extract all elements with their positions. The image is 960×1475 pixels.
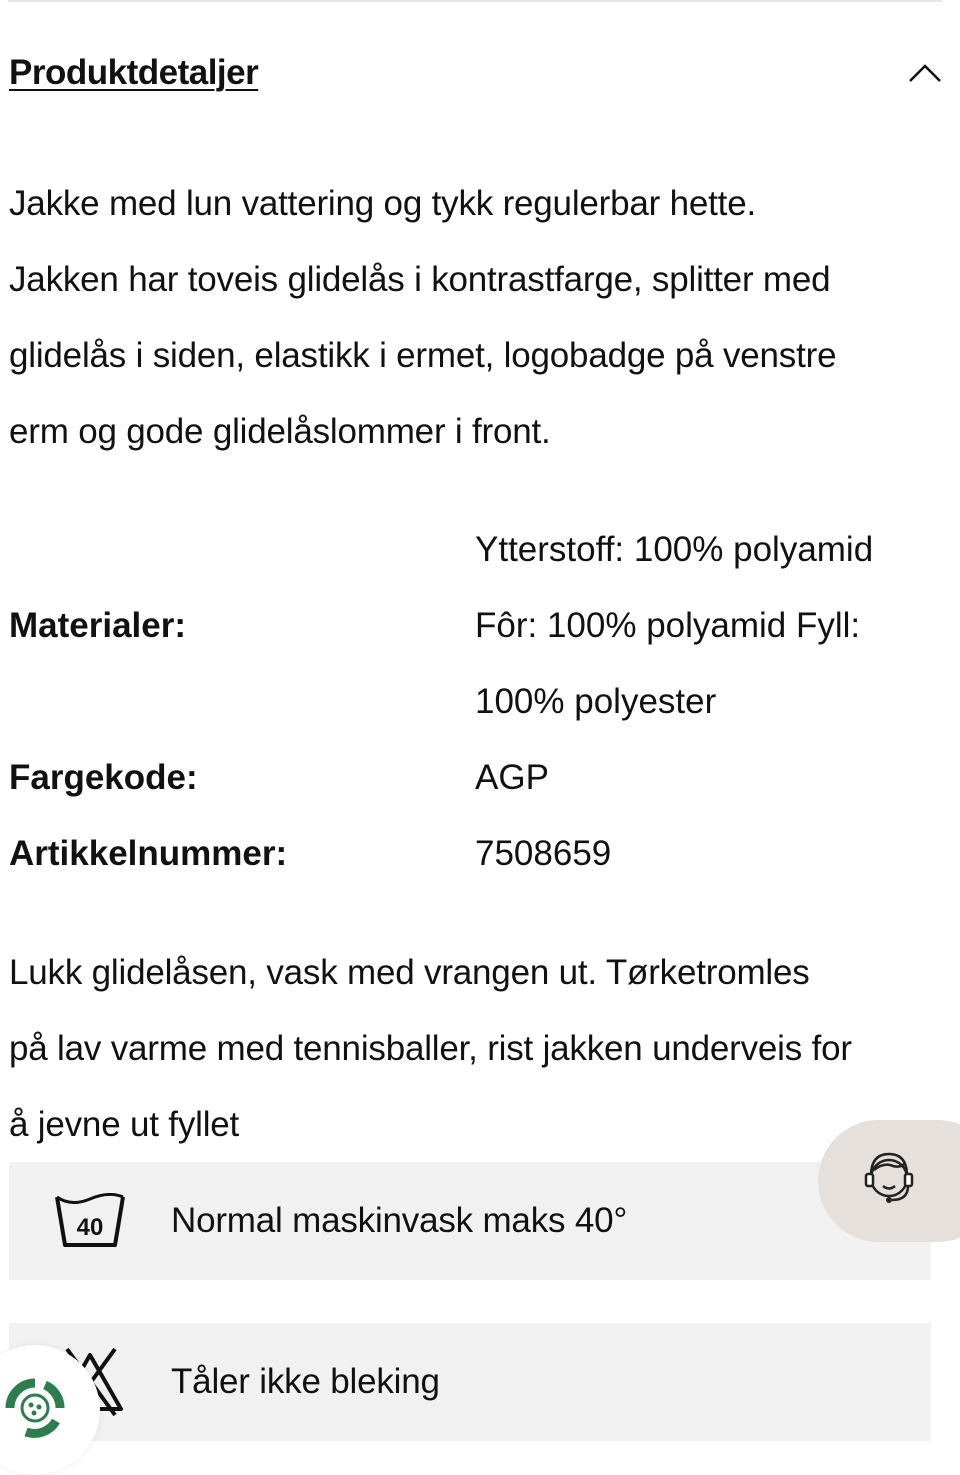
color-code-value: AGP [475,758,549,797]
materials-value-line: 100% polyester [475,682,717,721]
article-number-value: 7508659 [475,834,612,873]
materials-value-line: Ytterstoff: 100% polyamid [475,530,874,569]
color-code-row [9,740,942,816]
wash-label: Normal maskinvask maks 40° [171,1201,628,1240]
chevron-up-icon[interactable] [908,56,942,90]
color-code-label: Fargekode: [9,758,198,797]
description-line: erm og gode glidelåslommer i front. [9,412,551,451]
care-line: på lav varme med tennisballer, rist jakken underveis for [9,1029,852,1068]
product-specs [9,512,942,892]
customer-support-icon[interactable] [860,1148,918,1215]
care-instructions [9,935,942,1163]
materials-value [475,512,942,740]
materials-value-line: Fôr: 100% polyamid Fyll: [475,606,861,645]
product-details-header[interactable] [9,40,942,106]
description-line: glidelås i siden, elastikk i ermet, logobadge på venstre [9,336,837,375]
top-divider [8,0,942,2]
article-number-row [9,816,942,892]
care-item-bleach [9,1323,931,1441]
materials-row [9,512,942,740]
description-line: Jakken har toveis glidelås i kontrastfarge, splitter med [9,260,831,299]
wash-temperature: 40 [76,1214,104,1241]
article-number-label: Artikkelnummer: [9,834,288,873]
product-description [9,166,942,470]
care-line: å jevne ut fyllet [9,1105,240,1144]
section-title[interactable]: Produktdetaljer [9,53,259,92]
materials-label: Materialer: [9,606,187,645]
bleach-label: Tåler ikke bleking [171,1362,440,1401]
care-item-wash [9,1162,931,1280]
customer-support-button[interactable] [818,1120,960,1242]
wash-40-icon [9,1193,171,1249]
care-line: Lukk glidelåsen, vask med vrangen ut. Tørketromles [9,953,810,992]
description-line: Jakke med lun vattering og tykk regulerbar hette. [9,184,756,223]
recycle-icon [0,1363,80,1458]
